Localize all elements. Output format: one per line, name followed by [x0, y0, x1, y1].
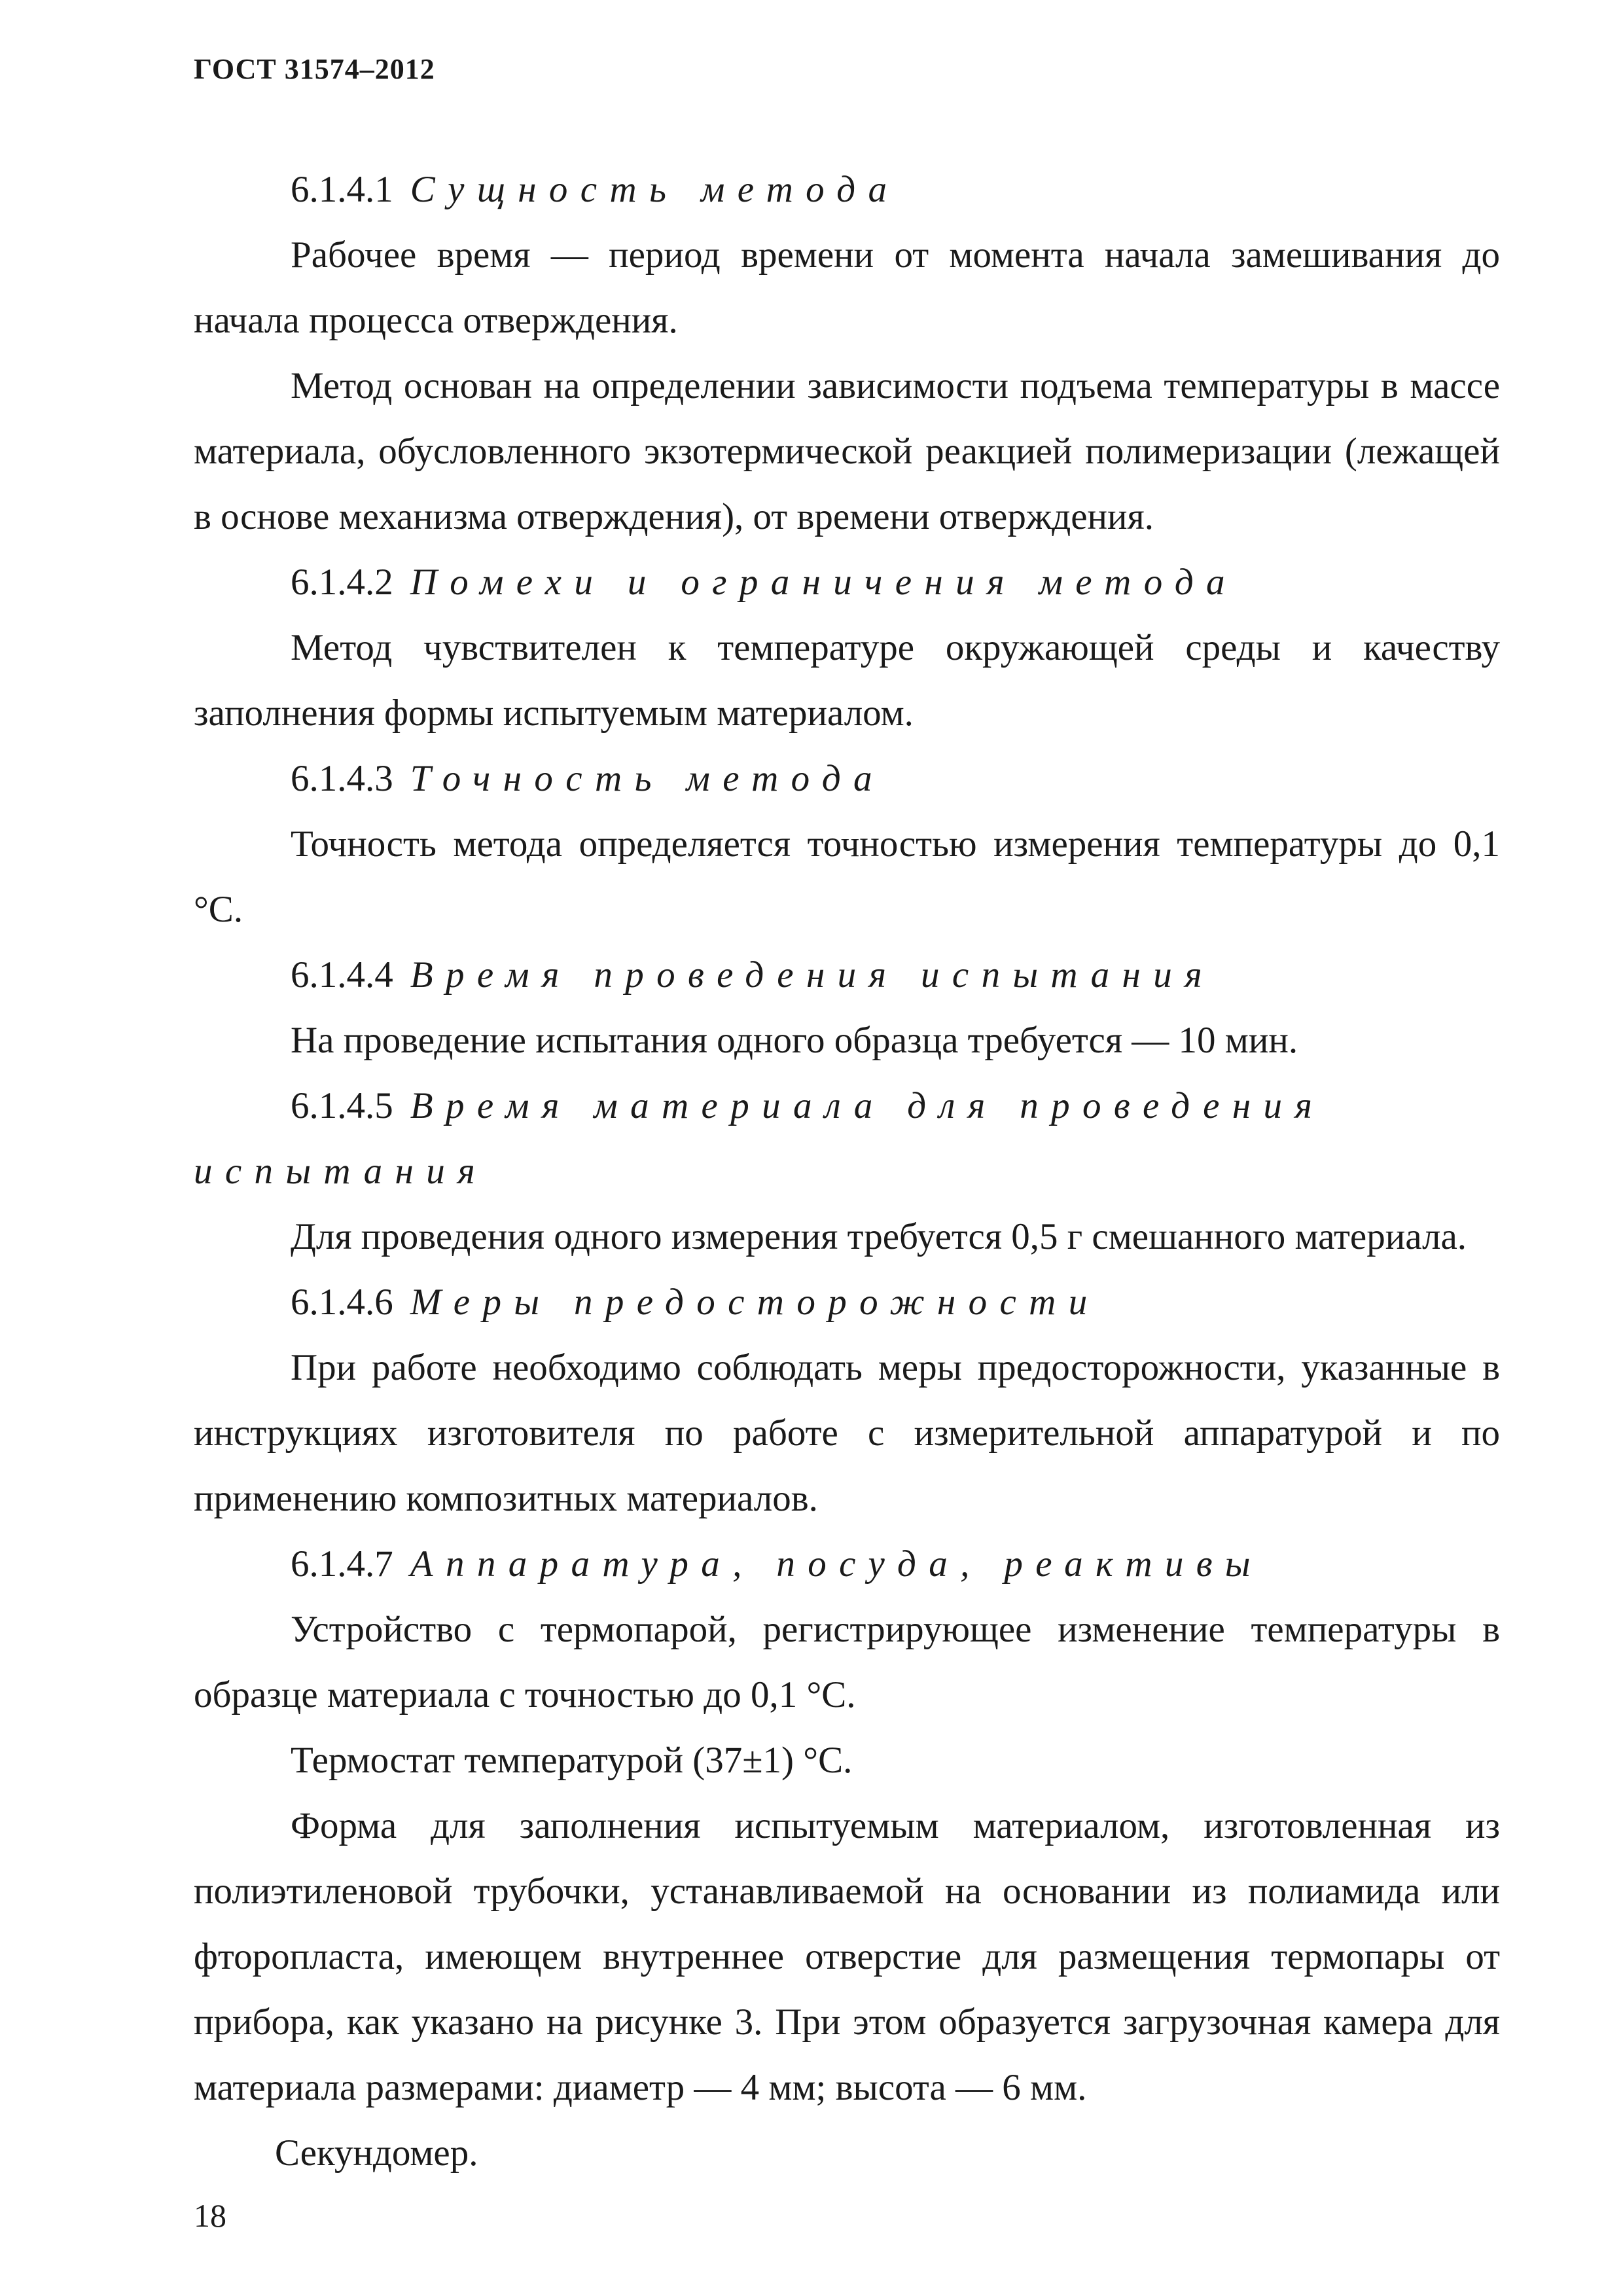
- section-title: Сущность метода: [410, 169, 900, 210]
- paragraph: При работе необходимо соблюдать меры предосторожности, указанные в инструкциях изготовителя по работе с измерительной аппаратурой и по применению композитных материалов.: [194, 1347, 1500, 1519]
- paragraph: Метод чувствителен к температуре окружающей среды и качеству заполнения формы испытуемым материалом.: [194, 627, 1500, 734]
- section-heading: [194, 1073, 1500, 1204]
- paragraph: Секундомер.: [275, 2132, 478, 2174]
- section-title: Точность метода: [410, 758, 885, 799]
- page-number: 18: [194, 2197, 226, 2234]
- paragraph: Устройство с термопарой, регистрирующее изменение температуры в образце материала с точностью до 0,1 °С.: [194, 1609, 1500, 1715]
- section-heading: [194, 157, 1500, 223]
- document-header: ГОСТ 31574–2012: [194, 53, 435, 85]
- section-heading: [194, 746, 1500, 812]
- paragraph: На проведение испытания одного образца требуется — 10 мин.: [291, 1020, 1298, 1061]
- section-number: 6.1.4.5: [291, 1085, 393, 1126]
- section-number: 6.1.4.1: [291, 169, 393, 210]
- section-number: 6.1.4.7: [291, 1543, 393, 1585]
- section-heading: [194, 942, 1500, 1008]
- paragraph: Термостат температурой (37±1) °С.: [291, 1740, 853, 1781]
- paragraph: Рабочее время — период времени от момента начала замешивания до начала процесса отверждения.: [194, 234, 1500, 341]
- document-body: [194, 157, 1500, 2186]
- paragraph: Метод основан на определении зависимости подъема температуры в массе материала, обусловленного экзотермической реакцией полимеризации (лежащей в основе механизма отверждения), от времени отверждения.: [194, 365, 1500, 537]
- section-title: Время материала для проведения испытания: [194, 1085, 1325, 1192]
- section-number: 6.1.4.6: [291, 1282, 393, 1323]
- paragraph: Форма для заполнения испытуемым материалом, изготовленная из полиэтиленовой трубочки, устанавливаемой на основании из полиамида или фторопласта, имеющем внутреннее отверстие для размещения термопары от прибора, как указано на рисунке 3. При этом образуется загрузочная камера для материала размерами: диаметр — 4 мм; высота — 6 мм.: [194, 1805, 1500, 2108]
- section-heading: [194, 550, 1500, 615]
- section-heading: [194, 1270, 1500, 1335]
- section-title: Аппаратура, посуда, реактивы: [410, 1543, 1263, 1585]
- section-number: 6.1.4.2: [291, 562, 393, 603]
- section-number: 6.1.4.3: [291, 758, 393, 799]
- section-title: Меры предосторожности: [410, 1282, 1100, 1323]
- section-title: Время проведения испытания: [410, 954, 1215, 996]
- section-title: Помехи и ограничения метода: [410, 562, 1238, 603]
- paragraph: Для проведения одного измерения требуется 0,5 г смешанного материала.: [291, 1216, 1467, 1257]
- section-heading: [194, 1532, 1500, 1597]
- paragraph: Точность метода определяется точностью измерения температуры до 0,1 °С.: [194, 823, 1500, 930]
- section-number: 6.1.4.4: [291, 954, 393, 996]
